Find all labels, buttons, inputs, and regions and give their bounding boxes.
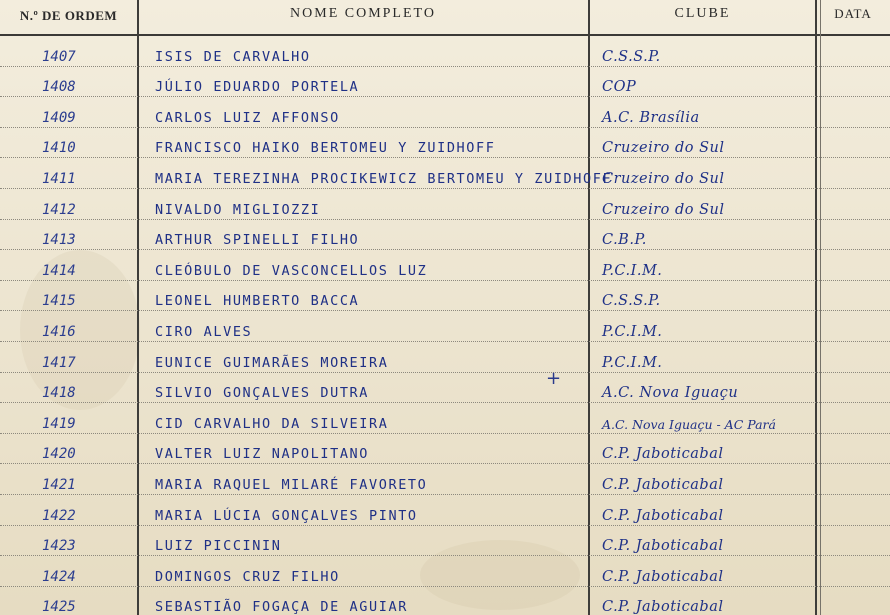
cell-nome: SILVIO GONÇALVES DUTRA: [155, 385, 370, 402]
cell-nome: MARIA TEREZINHA PROCIKEWICZ BERTOMEU Y ZUIDHOFF: [155, 170, 613, 187]
table-row: [0, 250, 890, 281]
header-clube: CLUBE: [674, 6, 731, 21]
cell-nome: CLEÓBULO DE VASCONCELLOS LUZ: [155, 262, 428, 279]
cell-nome: SEBASTIÃO FOGAÇA DE AGUIAR: [155, 599, 408, 615]
cell-nome: CARLOS LUIZ AFFONSO: [155, 109, 340, 126]
cell-nome: CID CARVALHO DA SILVEIRA: [155, 415, 389, 432]
table-row: [0, 128, 890, 159]
cell-nome: LUIZ PICCININ: [155, 538, 282, 555]
table-row: [0, 556, 890, 587]
cell-clube: C.S.S.P.: [602, 293, 661, 310]
table-row: [0, 434, 890, 465]
cell-clube: C.S.S.P.: [602, 48, 661, 65]
cell-nome: VALTER LUIZ NAPOLITANO: [155, 446, 370, 463]
cell-nome: MARIA LÚCIA GONÇALVES PINTO: [155, 507, 418, 524]
cell-ordem: 1418: [42, 385, 76, 402]
registry-rows: [0, 36, 890, 615]
cell-clube: P.C.I.M.: [602, 262, 663, 279]
cell-clube: Cruzeiro do Sul: [602, 201, 725, 218]
cell-nome: EUNICE GUIMARÃES MOREIRA: [155, 354, 389, 371]
cell-nome: LEONEL HUMBERTO BACCA: [155, 293, 360, 310]
table-row: [0, 311, 890, 342]
cell-clube: C.P. Jaboticabal: [602, 568, 724, 585]
table-row: [0, 495, 890, 526]
table-row: [0, 220, 890, 251]
cell-ordem: 1417: [42, 354, 76, 371]
cell-clube: C.P. Jaboticabal: [602, 476, 724, 493]
table-header: [0, 0, 890, 36]
cell-ordem: 1423: [42, 538, 76, 555]
table-row: [0, 158, 890, 189]
cell-clube: C.P. Jaboticabal: [602, 538, 724, 555]
cell-clube: A.C. Nova Iguaçu: [602, 385, 739, 402]
cell-clube: C.P. Jaboticabal: [602, 507, 724, 524]
cell-nome: ISIS DE CARVALHO: [155, 48, 311, 65]
cell-clube: P.C.I.M.: [602, 323, 663, 340]
header-ordem: N.º DE ORDEM: [19, 8, 118, 23]
cell-clube: A.C. Brasília: [602, 109, 700, 126]
table-row: [0, 373, 890, 404]
cell-clube: C.P. Jaboticabal: [602, 446, 724, 463]
table-row: [0, 587, 890, 615]
cell-ordem: 1419: [42, 415, 76, 432]
table-row: [0, 97, 890, 128]
table-row: [0, 189, 890, 220]
cell-ordem: 1408: [42, 79, 76, 96]
cell-ordem: 1421: [42, 476, 76, 493]
header-nome: NOME COMPLETO: [290, 6, 436, 21]
cell-ordem: 1422: [42, 507, 76, 524]
cell-nome: FRANCISCO HAIKO BERTOMEU Y ZUIDHOFF: [155, 140, 496, 157]
cell-nome: NIVALDO MIGLIOZZI: [155, 201, 321, 218]
table-row: [0, 281, 890, 312]
cell-ordem: 1413: [42, 232, 76, 249]
cell-nome: CIRO ALVES: [155, 323, 253, 340]
cell-clube: C.B.P.: [602, 232, 647, 249]
cell-ordem: 1407: [42, 48, 76, 65]
cross-mark: +: [546, 368, 562, 389]
cell-ordem: 1424: [42, 568, 76, 585]
cell-nome: MARIA RAQUEL MILARÉ FAVORETO: [155, 476, 428, 493]
cell-clube: Cruzeiro do Sul: [602, 170, 725, 187]
table-row: [0, 403, 890, 434]
table-row: [0, 36, 890, 67]
cell-ordem: 1425: [42, 599, 76, 615]
table-row: [0, 526, 890, 557]
cell-ordem: 1414: [42, 262, 76, 279]
table-row: [0, 67, 890, 98]
cell-clube: A.C. Nova Iguaçu - AC Pará: [602, 416, 776, 432]
cell-clube: P.C.I.M.: [602, 354, 663, 371]
cell-ordem: 1420: [42, 446, 76, 463]
cell-nome: DOMINGOS CRUZ FILHO: [155, 568, 340, 585]
cell-ordem: 1410: [42, 140, 76, 157]
cell-ordem: 1411: [42, 170, 76, 187]
cell-clube: COP: [602, 79, 637, 96]
table-row: [0, 464, 890, 495]
cell-ordem: 1412: [42, 201, 76, 218]
header-data: DATA: [834, 6, 872, 21]
table-row: [0, 342, 890, 373]
cell-nome: JÚLIO EDUARDO PORTELA: [155, 79, 360, 96]
cell-ordem: 1409: [42, 109, 76, 126]
cell-ordem: 1416: [42, 323, 76, 340]
cell-clube: C.P. Jaboticabal: [602, 599, 724, 615]
cell-nome: ARTHUR SPINELLI FILHO: [155, 232, 360, 249]
cell-ordem: 1415: [42, 293, 76, 310]
cell-clube: Cruzeiro do Sul: [602, 140, 725, 157]
